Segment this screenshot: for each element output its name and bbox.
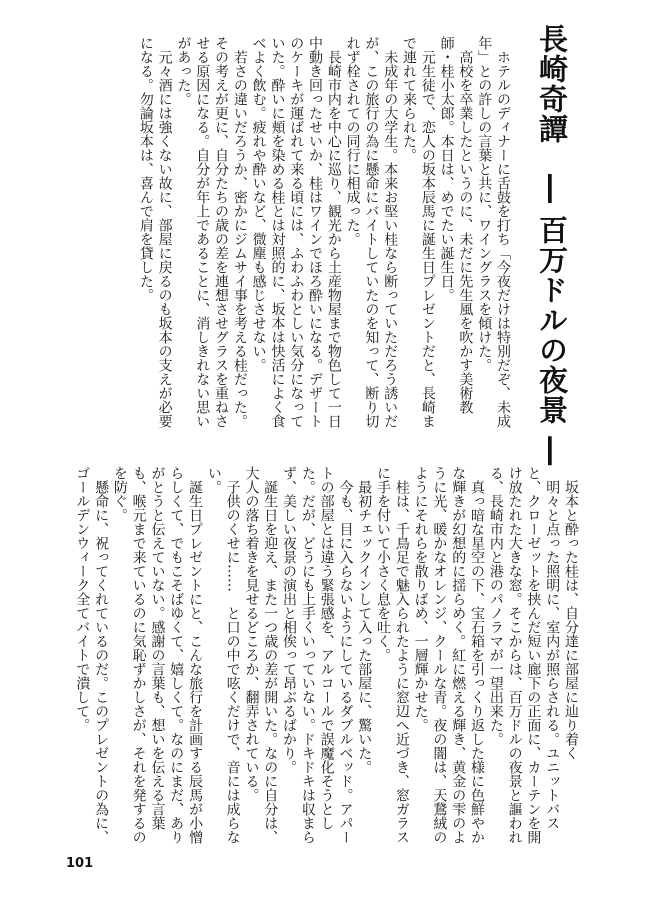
lower-text-block	[72, 466, 580, 852]
paragraph: 誕生日を迎え、また一つ歳の差が開いた。なのに自分は、大人の落ち着きを見せるどころか、翻弄されている。	[243, 466, 279, 844]
paragraph: 今も、目に入らないようにしているダブルベッド。アパートの部屋とは違う緊張感を、アルコールで誤魔化そうとした。だが、どうにも上手くいっていない。ドキドキは収まらず、美しい夜景の演出と相俟って昂ぶるばかり。	[281, 466, 354, 844]
paragraph: 懸命に、祝ってくれているのだ。このプレゼントの為に、ゴールデンウィーク全てバイトで潰して。	[74, 466, 110, 844]
paragraph: 元々酒には強くない故に、部屋に戻るのも坂本の支えが必要になる。勿論坂本は、喜んで肩を貸した。	[137, 36, 173, 428]
paragraph: 高校を卒業したというのに、未だに先生風を吹かす美術教師・桂小太郎。本日は、めでたい誕生日。	[438, 36, 474, 414]
paragraph: 若さの違いだろうか、密かにジムサイ事を考える桂だった。その考えが更に、自分たちの歳の差を連想させグラスを重ねさせる原因になる。自分が年上であることに、消しきれない思いがあった。	[175, 36, 248, 428]
chapter-title: 長崎奇譚 ― 百万ドルの夜景 ―	[535, 24, 569, 467]
upper-text-block	[80, 36, 512, 436]
paragraph: 桂は、千鳥足で魅入られたように窓辺へ近づき、窓ガラスに手を付いて小さく息を吐く。	[375, 466, 410, 844]
paragraph: 元生徒で、恋人の坂本辰馬に誕生日プレゼントだと、長崎まで連れて来られた。	[401, 36, 436, 428]
paragraph: 長崎市内を中心に巡り、観光から土産物屋まで物色して一日中動き回ったせいか、桂はワインでほろ酔いになる。デザートのケーキが運ばれて来る頃には、ふわふわとしい気分になっていた。酔いに頬を染める桂とは対照的に、坂本は快活によく食べよく飲む。疲れや酔いなど、微塵も感じさせない。	[250, 36, 342, 428]
paragraph: 坂本と酔った桂は、自分達に部屋に辿り着く	[563, 466, 579, 760]
paragraph: 最初チェックインして入った部屋に、驚いた。	[356, 466, 373, 774]
paragraph: 誕生日プレゼントにと、こんな旅行を計画する辰馬が小憎らしくて、でもこそばゆくて、嬉しくて。なのにまだ、ありがとうと伝えていない。感謝の言葉も、想いを伝える言葉も、喉元まで来ているのに気恥ずかしさが、それを発するのを防ぐ。	[111, 466, 204, 844]
paragraph: 真っ暗な星空の下、宝石箱を引っくり返した様に色鮮やかな輝きが幻想的に揺らめく。紅に燃える輝き、黄金の雫のように光、暖かなオレンジ、クールな青。夜の闇は、天鵞絨のようにそれらを散りばめ、一層輝かせた。	[412, 466, 486, 844]
paragraph: 未成年の大学生。本来お堅い桂なら断っていただろう誘いだが、この旅行の為に懸命にバイトしていたのを知って、断り切れず栓されての同行に相成った。	[344, 36, 399, 428]
paragraph: 子供のくせに…… と口の中で呟くだけで、音には成らない。	[205, 466, 241, 844]
paragraph: ホテルのディナーに舌鼓を打ち「今夜だけは特別だぞ、未成年」との許しの言葉と共に、ワイングラスを傾けた。	[476, 36, 511, 428]
page-number: 101	[66, 856, 94, 871]
paragraph: 明々と点った照明に、室内が照らされる。ユニットバスと、クローゼットを挟んだ短い廊下の正面に、カーテンを開け放たれた大きな窓。そこからは、百万ドルの夜景と謳われる、長崎市内と港のパノラマが一望出来た。	[487, 466, 561, 844]
